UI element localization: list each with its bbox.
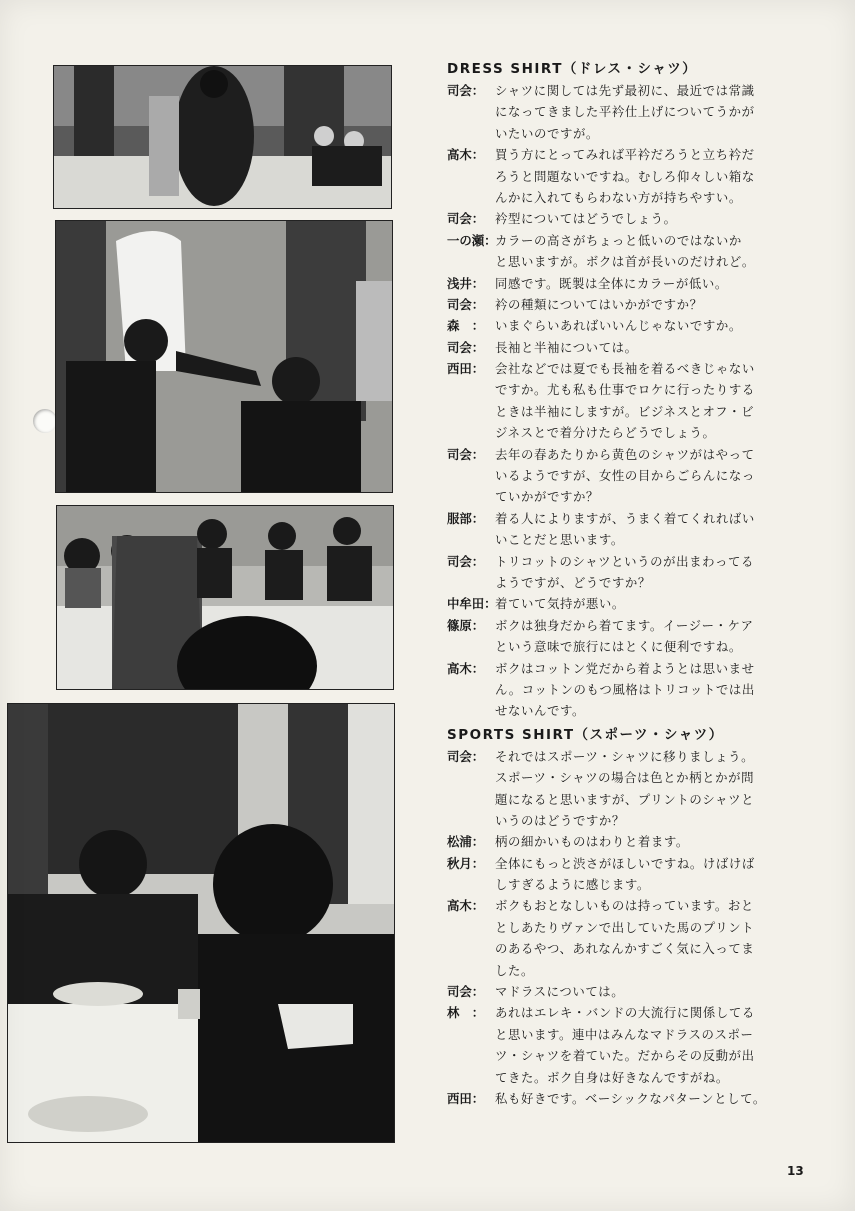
dialogue-line xyxy=(447,166,817,187)
speaker-label: 秋月： xyxy=(447,855,485,871)
dialogue-line xyxy=(447,810,817,831)
dialogue-text: ときは半袖にしますが。ビジネスとオフ・ビ xyxy=(495,403,755,419)
dialogue-text: 去年の春あたりから黄色のシャツがはやって xyxy=(495,446,755,462)
speaker-label: 司会： xyxy=(447,984,485,1000)
speaker-label: 司会： xyxy=(447,748,485,764)
dialogue-text: いたいのですが。 xyxy=(495,125,599,141)
speaker-label xyxy=(447,917,495,938)
speaker-label xyxy=(447,251,495,272)
dialogue-text: という意味で旅行にはとくに便利ですね。 xyxy=(495,639,742,655)
speaker-label: 一の瀬： xyxy=(447,232,497,248)
dialogue-line xyxy=(447,379,817,400)
speaker-label xyxy=(447,1067,495,1088)
dialogue-text: 衿型についてはどうでしょう。 xyxy=(495,211,677,227)
speaker-label xyxy=(447,422,495,443)
dialogue-line xyxy=(447,508,817,529)
dialogue-line xyxy=(447,938,817,959)
dialogue-text: 長袖と半袖については。 xyxy=(495,339,638,355)
speaker-label xyxy=(447,636,495,657)
speaker-label xyxy=(447,187,495,208)
dialogue-line xyxy=(447,529,817,550)
dialogue-line xyxy=(447,187,817,208)
dialogue-line xyxy=(447,679,817,700)
dialogue-text: ていかがですか？ xyxy=(495,489,599,505)
page-number: 13 xyxy=(787,1164,804,1178)
dialogue-line xyxy=(447,895,817,916)
dialogue-line xyxy=(447,315,817,336)
speaker-label: 高木： xyxy=(447,898,485,914)
photo-seated-panel xyxy=(56,505,394,690)
dialogue-line xyxy=(447,1002,817,1023)
dialogue-line xyxy=(447,917,817,938)
dialogue-line xyxy=(447,1088,817,1109)
dialogue-text: ボクはコットン党だから着ようとは思いませ xyxy=(495,660,755,676)
speaker-label xyxy=(447,960,495,981)
photo-shirt-on-mannequin xyxy=(55,220,393,493)
speaker-label: 司会： xyxy=(447,296,485,312)
dialogue-line xyxy=(447,551,817,572)
dialogue-line xyxy=(447,401,817,422)
dialogue-line xyxy=(447,700,817,721)
dialogue-line xyxy=(447,208,817,229)
speaker-label xyxy=(447,789,495,810)
speaker-label: 浅井： xyxy=(447,275,485,291)
dialogue-text: 全体にもっと渋さがほしいですね。けばけば xyxy=(495,855,755,871)
dialogue-text: スポーツ・シャツの場合は色とか柄とかが問 xyxy=(495,770,755,786)
speaker-label: 西田： xyxy=(447,1090,485,1106)
dialogue-text: あれはエレキ・バンドの大流行に関係してる xyxy=(495,1005,755,1021)
dialogue-line xyxy=(447,831,817,852)
dialogue-line xyxy=(447,230,817,251)
speaker-label xyxy=(447,572,495,593)
dialogue-text: 題になると思いますが、プリントのシャツと xyxy=(495,791,755,807)
speaker-label xyxy=(447,401,495,422)
dialogue-text: した。 xyxy=(495,962,534,978)
dialogue-text: 買う方にとってみれば平衿だろうと立ち衿だ xyxy=(495,147,755,163)
section-heading-sports-shirt: SPORTS SHIRT（スポーツ・シャツ） xyxy=(447,726,724,743)
speaker-label: 高木： xyxy=(447,660,485,676)
dialogue-text: シャツに関しては先ず最初に、最近では常識 xyxy=(495,83,755,98)
dialogue-text: ようですが、どうですか？ xyxy=(495,574,651,590)
speaker-label: 司会： xyxy=(447,83,485,98)
dialogue-text: トリコットのシャツというのが出まわってる xyxy=(495,553,754,569)
dialogue-line xyxy=(447,981,817,1002)
dialogue-text: 私も好きです。ベーシックなパターンとして。 xyxy=(495,1090,766,1106)
dialogue-text: 着る人によりますが、うまく着てくれればい xyxy=(495,510,755,526)
dialogue-line xyxy=(447,593,817,614)
dialogue-text: ん。コットンのもつ風格はトリコットでは出 xyxy=(495,681,755,697)
speaker-label: 松浦： xyxy=(447,834,485,850)
dialogue-line xyxy=(447,853,817,874)
dialogue-line xyxy=(447,767,817,788)
dialogue-line xyxy=(447,486,817,507)
speaker-label xyxy=(447,465,495,486)
speaker-label: 森 ： xyxy=(447,318,485,334)
dialogue-line xyxy=(447,273,817,294)
speaker-label: 高木： xyxy=(447,147,485,163)
dialogue-line xyxy=(447,789,817,810)
dialogue-line xyxy=(447,251,817,272)
dialogue-text: 柄の細かいものはわりと着ます。 xyxy=(495,834,689,850)
dialogue-line xyxy=(447,465,817,486)
speaker-label xyxy=(447,810,495,831)
dialogue-line xyxy=(447,358,817,379)
dialogue-line xyxy=(447,144,817,165)
speaker-label xyxy=(447,486,495,507)
dialogue-text: いことだと思います。 xyxy=(495,532,624,548)
speaker-label: 司会： xyxy=(447,211,485,227)
dialogue-line xyxy=(447,636,817,657)
dialogue-text: ジネスとで着分けたらどうでしょう。 xyxy=(495,425,716,441)
speaker-label xyxy=(447,101,495,122)
speaker-label: 西田： xyxy=(447,361,485,377)
dialogue-line xyxy=(447,80,817,101)
sports-shirt-dialogue xyxy=(447,746,817,1110)
speaker-label: 司会： xyxy=(447,339,485,355)
dialogue-text: 着ていて気持が悪い。 xyxy=(495,596,625,612)
dialogue-text: ボクもおとなしいものは持っています。おと xyxy=(495,898,754,914)
dialogue-text: になってきました平衿仕上げについてうかが xyxy=(495,104,755,120)
speaker-label xyxy=(447,679,495,700)
speaker-label xyxy=(447,700,495,721)
dialogue-text: としあたりヴァンで出していた馬のプリント xyxy=(495,919,755,935)
speaker-label: 司会： xyxy=(447,553,485,569)
dialogue-text: 会社などでは夏でも長袖を着るべきじゃない xyxy=(495,361,755,377)
dialogue-text: しすぎるように感じます。 xyxy=(495,877,650,893)
dialogue-text: カラーの高さがちょっと低いのではないか xyxy=(495,232,742,248)
dialogue-text: ろうと問題ないですね。むしろ仰々しい箱な xyxy=(495,168,755,184)
punch-hole-top xyxy=(33,409,57,433)
dialogue-line xyxy=(447,101,817,122)
dialogue-text: 同感です。既製は全体にカラーが低い。 xyxy=(495,275,728,291)
speaker-label: 林 ： xyxy=(447,1005,485,1021)
speaker-label xyxy=(447,1024,495,1045)
speaker-label xyxy=(447,529,495,550)
speaker-label: 篠原： xyxy=(447,617,485,633)
speaker-label xyxy=(447,379,495,400)
dress-shirt-dialogue xyxy=(447,80,817,722)
dialogue-line xyxy=(447,1024,817,1045)
dialogue-text: いうのはどうですか？ xyxy=(495,812,625,828)
dialogue-line xyxy=(447,572,817,593)
dialogue-text: と思いますが。ボクは首が長いのだけれど。 xyxy=(495,254,755,270)
dialogue-text: てきた。ボク自身は好きなんですがね。 xyxy=(495,1069,729,1085)
dialogue-text: ですか。尤も私も仕事でロケに行ったりする xyxy=(495,382,755,398)
speaker-label: 中牟田： xyxy=(447,596,497,612)
dialogue-line xyxy=(447,337,817,358)
dialogue-text: マドラスについては。 xyxy=(495,984,625,1000)
dialogue-line xyxy=(447,874,817,895)
photo-shirt-presentation xyxy=(53,65,392,209)
dialogue-line xyxy=(447,444,817,465)
speaker-label xyxy=(447,123,495,144)
dialogue-text: それではスポーツ・シャツに移りましょう。 xyxy=(495,748,755,764)
dialogue-line xyxy=(447,1067,817,1088)
dialogue-line xyxy=(447,123,817,144)
speaker-label xyxy=(447,874,495,895)
dialogue-line xyxy=(447,422,817,443)
dialogue-text: と思います。連中はみんなマドラスのスポー xyxy=(495,1026,754,1042)
dialogue-text: せないんです。 xyxy=(495,703,585,719)
dialogue-text: いるようですが、女性の目からごらんになっ xyxy=(495,468,755,484)
dialogue-line xyxy=(447,294,817,315)
dialogue-text: ツ・シャツを着ていた。だからその反動が出 xyxy=(495,1048,755,1064)
speaker-label xyxy=(447,166,495,187)
dialogue-text: のあるやつ、あれなんかすごく気に入ってま xyxy=(495,941,755,957)
dialogue-line xyxy=(447,615,817,636)
text-column xyxy=(447,56,817,1109)
section-heading-dress-shirt: DRESS SHIRT（ドレス・シャツ） xyxy=(447,61,698,77)
dialogue-text: いまぐらいあればいいんじゃないですか。 xyxy=(495,318,742,334)
dialogue-text: ボクは独身だから着てます。イージー・ケア xyxy=(495,617,754,633)
dialogue-line xyxy=(447,658,817,679)
speaker-label xyxy=(447,1045,495,1066)
photo-dining-table xyxy=(7,703,395,1143)
speaker-label: 服部： xyxy=(447,510,485,526)
dialogue-line xyxy=(447,960,817,981)
dialogue-text: んかに入れてもらわない方が持ちやすい。 xyxy=(495,189,742,205)
speaker-label xyxy=(447,938,495,959)
dialogue-line xyxy=(447,746,817,767)
dialogue-text: 衿の種類についてはいかがですか？ xyxy=(495,296,703,312)
speaker-label: 司会： xyxy=(447,446,485,462)
speaker-label xyxy=(447,767,495,788)
dialogue-line xyxy=(447,1045,817,1066)
